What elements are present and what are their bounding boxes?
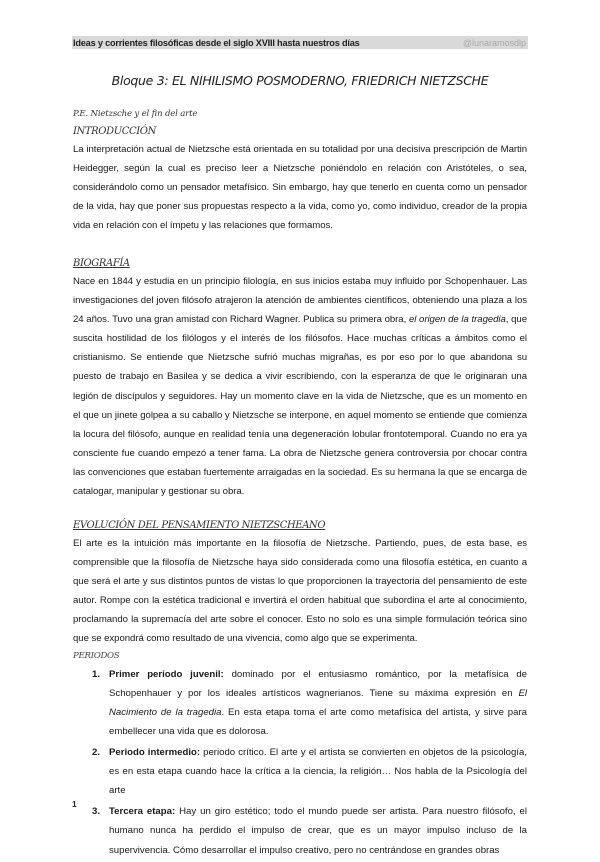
periods-heading: PERIODOS <box>73 651 120 662</box>
work-title-origen-tragedia: el origen de la tragedia <box>408 314 506 326</box>
document-body <box>73 105 527 862</box>
document-subtitle: P.E. Nietzsche y el fin del arte <box>73 109 198 119</box>
biografia-text-before: Nace en 1844 y estudia en un principio filología, en sus inicios estaba muy influido por Schopenhauer. Las investigaciones del joven filósofo atrajeron la atención de ambientes científicos, obteniendo una plaza a los 24 años. Tuvo una gran amistad con Richard Wagner. Publica su primera obra, <box>73 276 527 326</box>
periods-list <box>73 665 527 859</box>
author-handle: @lunaramosdlp <box>462 37 526 48</box>
list-number: 2. <box>92 747 101 759</box>
biografia-text-after: , que suscita hostilidad de los filólogos y el interés de los filósofos. Hace muchas críticas a ámbitos como el cristianismo. Se entiende que Nietzsche sufrió muchas migrañas, es por eso por lo que abandona su puesto de trabajo en Basilea y se dedica a vivir escribiendo, con la esperanza de que le originaran una legión de discípulos y seguidores. Hay un momento clave en la vida de Nietzsche, que es un momento en el que un jinete golpea a su caballo y Nietzsche se interpone, en aquel momento se entiende que comienza la locura del filósofo, aunque en realidad tenía una degeneración lobular frontotemporal. Cuando no era ya consciente fue cuando empezó a tener fama. La obra de Nietzsche genera controversia por chocar contra las convenciones que estaban fuertemente arraigadas en la sociedad. Es su hermana la que se encarga de catalogar, manipular y gestionar su obra. <box>73 314 527 497</box>
period-title: Primer periodo juvenil: <box>109 669 224 681</box>
header-title: Ideas y corrientes filosóficas desde el siglo XVIII hasta nuestros días <box>73 37 360 48</box>
document-title: Bloque 3: EL NIHILISMO POSMODERNO, FRIEDRICH NIETZSCHE <box>111 73 489 88</box>
list-item <box>73 802 527 859</box>
list-number: 3. <box>92 806 101 818</box>
paragraph-biografia <box>73 272 527 501</box>
period-title: Periodo intermedio: <box>109 747 201 759</box>
period-title: Tercera etapa: <box>109 806 176 818</box>
period-text: dominado por el entusiasmo romántico, por la metafísica de Schopenhauer y por los ideales artísticos wagnerianos. Tiene su máxima expresión en <box>109 669 527 700</box>
period-text: periodo crítico. El arte y el artista se convierten en objetos de la psicología, es en esta etapa cuando hace la crítica a la ciencia, la religión… Nos habla de la Psicología del arte <box>109 747 527 797</box>
work-title-nacimiento-tragedia: El Nacimiento de la tragedia <box>109 688 527 719</box>
section-heading-evolucion: EVOLUCIÓN DEL PENSAMIENTO NIETZSCHEANO <box>73 519 326 531</box>
paragraph-evolucion: El arte es la intuición más importante en la filosofía de Nietzsche. Partiendo, pues, de esta base, es comprensible que la filosofía de Nietzsche haya sido considerada como una filosofía estética, en cuanto a que será el arte y sus distintos puntos de vistas lo que proporcionen la trayectoria del pensamiento de este autor. Rompe con la estética tradicional e invertirá el orden habitual que subordina el arte al conocimiento, proclamando la supremacía del arte sobre el conocer. Esto no solo es una simple formulación teórica sino que se expondrá como resultado de una vivencia, como algo que se experimenta. <box>73 537 527 645</box>
section-heading-biografia: BIOGRAFÍA <box>73 258 130 270</box>
paragraph-introduccion: La interpretación actual de Nietzsche está orientada en su totalidad por una decisiva prescripción de Martin Heidegger, según la cual es preciso leer a Nietzsche poniéndolo en relación con Aristóteles, o sea, considerándolo como un pensador metafísico. Sin embargo, hay que tenerlo en cuenta como un pensador de la vida, hay que poner sus propuestas respecto a la vida, como yo, como individuo, creador de la propia vida en relación con el ímpetu y las relaciones que formamos. <box>73 144 527 232</box>
period-text: Hay un giro estético; todo el mundo puede ser artista. Para nuestro filósofo, el humano nunca ha perdido el impulso de crear, que es un mayor impulso incluso de la supervivencia. Cómo desarrollar el impulso creativo, pero no centrándose en grandes obras <box>109 806 527 856</box>
running-header <box>72 36 528 49</box>
list-item <box>73 665 527 741</box>
list-item <box>73 743 527 800</box>
page-number: 1 <box>72 799 77 809</box>
section-heading-introduccion: INTRODUCCIÓN <box>73 126 156 137</box>
period-text-after: . En esta etapa toma el arte como metafísica del artista, y sirve para embellecer una vida que es dolorosa. <box>109 707 528 738</box>
list-number: 1. <box>92 669 101 681</box>
